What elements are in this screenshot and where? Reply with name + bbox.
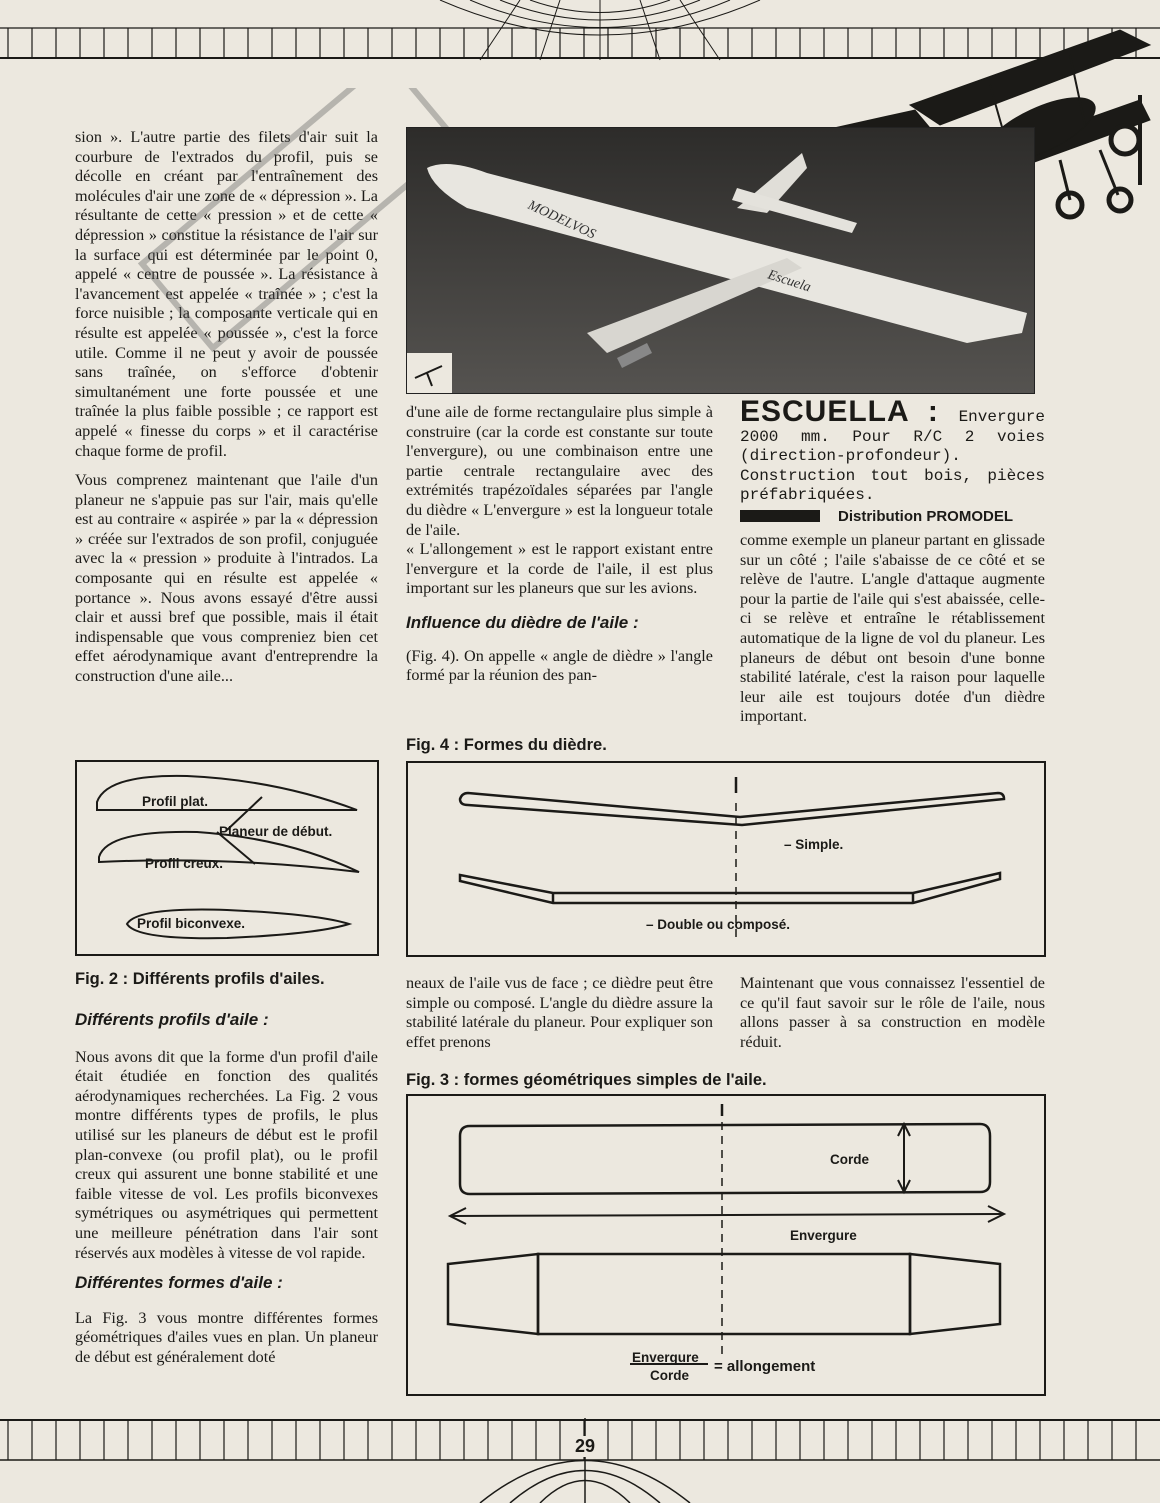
column-2-text [406,403,713,696]
wing-text-2: Escuela [765,267,813,296]
col3-paragraph-1: comme exemple un planeur partant en glissade sur un côté ; l'aile s'abaisse de ce côté et se relève de l'autre. L'angle d'attaque augmente pour la partie de l'aile qui s'est abaissée, celle-ci se relève et entraîne le rétablissement automatique de la ligne de vol du planeur. Les planeurs de début ont besoin d'une bonne stabilité latérale, c'est la raison pour laquelle leur aile est toujours dotée d'un dièdre important. [740,531,1045,726]
escuella-bar [740,510,820,522]
escuella-text: Envergure 2000 mm. Pour R/C 2 voies (direction-profondeur). Construction tout bois, pièces préfabriquées. [740,408,1045,504]
col2-paragraph-2: « L'allongement » est le rapport existant entre l'envergure et la corde de l'aile, il est plus important sur les planeurs que sur les avions. [406,540,713,598]
column-3-text [740,531,1045,737]
heading-profils: Différents profils d'aile : [75,1010,269,1029]
col1-paragraph-1: sion ». L'autre partie des filets d'air suit la courbure de l'extrados du profil, puis se décolle en créant par l'entraînement des molécules d'air une zone de « dépression ». La résultante de cette « pression » et de cette « dépression » constitue la résistance de l'air sur la surface qui est déterminée par le point 0, appelé « centre de poussée ». La résistance à l'avancement est appelée « traînée » ; c'est la force nuisible ; la composante verticale qui en résulte est appelée « poussée », c'est la force utile. Comme il ne peut y avoir de poussée sans traînée, on s'efforce d'obtenir simultanément une forte poussée et une traînée la plus faible possible ; ce rapport est appelé « finesse du corps » et il caractérise chaque forme de profil. [75,128,378,460]
column-2-lower-text [406,974,713,1062]
fig2-label-creux: Profil creux. [145,856,224,871]
fig4-caption: Fig. 4 : Formes du dièdre. [406,736,607,754]
heading-influence-diedre: Influence du dièdre de l'aile : [406,612,639,632]
escuella-info [740,395,1045,525]
escuella-title: ESCUELLA : [740,395,939,428]
col1-lower-paragraph-1: Nous avons dit que la forme d'un profil d'aile était étudiée en fonction des qualités aérodynamiques recherchées. La Fig. 2 vous montre différents types de profils, le plus utilisé sur les planeurs de début est le profil plan-convexe (ou profil plat), ou le profil creux qui assurent une bonne stabilité et une faible vitesse de vol. Les profils biconvexes symétriques ou asymétriques qui permettent une meilleure pénétration dans l'air sont réservés aux modèles à vitesse de vol rapide. [75,1047,378,1262]
fig2-label-plat: Profil plat. [142,794,209,809]
fig4-label-simple: – Simple. [784,837,844,852]
fig4-box [406,761,1046,957]
heading-formes: Différentes formes d'aile : [75,1273,283,1293]
fig3-formula-denominator: Corde [650,1368,690,1383]
fig2-caption: Fig. 2 : Différents profils d'ailes. [75,970,325,988]
fig3-label-envergure: Envergure [790,1228,857,1243]
col2-paragraph-3: (Fig. 4). On appelle « angle de dièdre » l'angle formé par la réunion des pan- [406,646,713,685]
col2-lower-paragraph: neaux de l'aile vus de face ; ce dièdre peut être simple ou composé. L'angle du dièdre assure la stabilité latérale du planeur. Pour expliquer son effet prenons [406,974,713,1051]
fig3-formula-result: = allongement [714,1358,816,1375]
column-1-lower-text [75,1010,378,1378]
fig2-box [75,760,379,956]
fig4-label-double: – Double ou composé. [646,917,791,932]
fig3-caption: Fig. 3 : formes géométriques simples de l'aile. [406,1071,767,1089]
fig2-label-biconvexe: Profil biconvexe. [137,916,246,931]
fig2-label-debut: Planeur de début. [219,824,333,839]
fig3-formula-numerator: Envergure [632,1350,699,1365]
wing-text-1: MODELVOS [525,198,598,243]
col2-paragraph-1: d'une aile de forme rectangulaire plus simple à construire (car la corde est constante sur toute l'envergure), ou une combinaison entre une partie centrale rectangulaire avec des extrémités trapézoïdales séparées par l'angle du dièdre « L'envergure » est la longueur totale de l'aile. [406,403,713,539]
fig3-wing-shapes-drawing [408,1096,1044,1394]
page-number: 29 [572,1436,598,1457]
fig3-label-corde: Corde [830,1152,870,1167]
fig3-box [406,1094,1046,1396]
glider-photo [406,127,1035,394]
glider-photo-drawing [407,128,1034,393]
escuella-distribution: Distribution PROMODEL [838,507,1013,525]
col3-lower-paragraph: Maintenant que vous connaissez l'essentiel de ce qu'il faut savoir sur le rôle de l'aile, nous allons passer à sa construction en modèle réduit. [740,974,1045,1051]
col1-paragraph-2: Vous comprenez maintenant que l'aile d'un planeur ne s'appuie pas sur l'air, mais qu'elle est au contraire « aspirée » par la « dépression » créée sur l'extrados de son profil, conjuguée avec la « pression » produite à l'intrados. La composante qui en résulte est appelée « portance ». Nous avons essayé d'être aussi clair et aussi bref que possible, mais il était indispensable que vous compreniez bien cet effet aérodynamique avant d'entreprendre la construction d'une aile... [75,471,378,686]
col1-lower-paragraph-2: La Fig. 3 vous montre différentes formes géométriques d'ailes vues en plan. Un planeur de début est généralement doté [75,1308,378,1366]
column-3-lower-text [740,974,1045,1062]
